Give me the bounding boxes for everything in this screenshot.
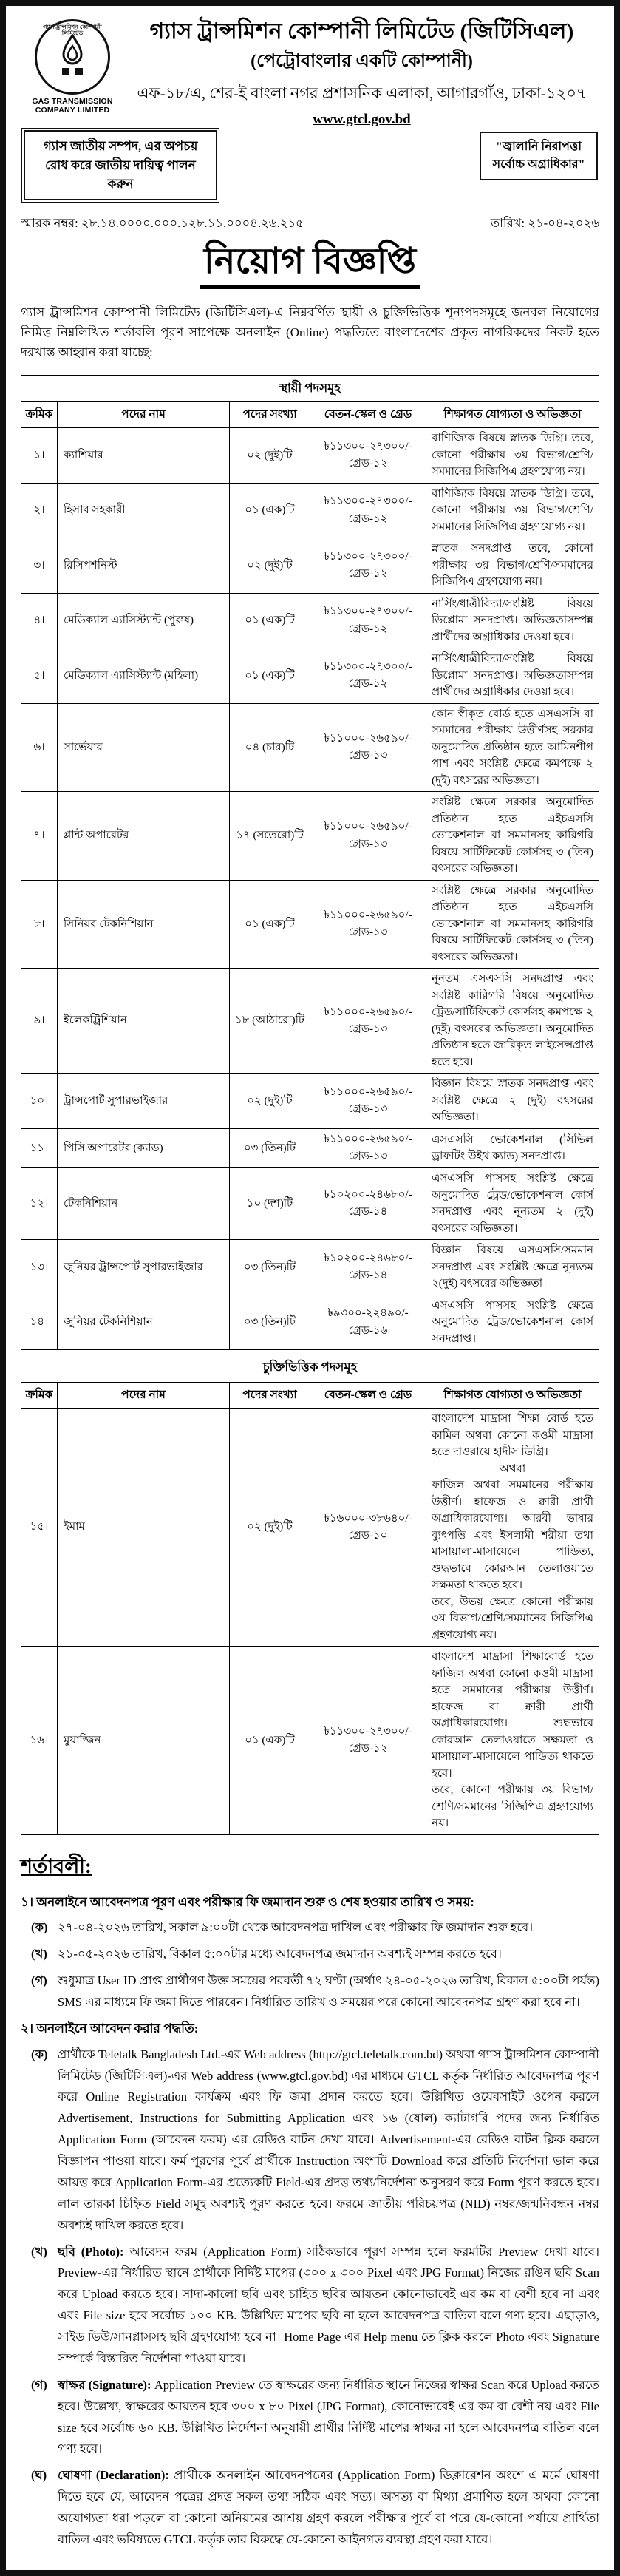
condition-1c bbox=[31, 1970, 599, 2013]
table-row bbox=[21, 428, 599, 484]
logo-caption: GAS TRANSMISSION COMPANY LIMITED bbox=[32, 97, 113, 115]
table-row bbox=[21, 648, 599, 704]
sub-label: (গ) bbox=[31, 2377, 47, 2392]
sub-body: প্রার্থীকে অনলাইন আবেদনপত্রের (Application Form) ডিক্লারেশন অংশে এ মর্মে ঘোষণা দিতে হবে যে, আবেদন পত্রের প্রদত্ত সকল তথ্য সঠিক এবং সত্য। অসত্য বা মিথ্যা প্রমাণিত হলে অথবা কোনো অযোগ্যতা ধরা পড়লে বা কোনো অনিয়মের আশ্রয় গ্রহণ করলে পরীক্ষার পূর্বে বা পরে যে-কোনো পর্যায়ে প্রার্থিতা বাতিল এবং ভবিষ্যতে GTCL কর্তৃক তার বিরুদ্ধে যে-কোনো আইনগত ব্যবস্থা গ্রহণ করা যাবে। bbox=[58, 2468, 599, 2546]
table-row bbox=[21, 1409, 599, 1647]
post-name-cell: সিনিয়র টেকনিশিয়ান bbox=[58, 880, 230, 969]
qualification-cell: বিজ্ঞান বিষয়ে স্নাতক সনদপ্রাপ্ত এবং সংশ্লিষ্ট ক্ষেত্রে ২ (দুই) বৎসরের অভিজ্ঞতা। bbox=[426, 1074, 599, 1129]
header bbox=[21, 18, 599, 129]
pay-scale-cell: ৳১১০০০-২৬৫৯০/- গ্রেড-১৩ bbox=[310, 969, 426, 1074]
intro-paragraph: গ্যাস ট্রান্সমিশন কোম্পানী লিমিটেড (জিটিসিএল)-এ নিম্নবর্ণিত স্থায়ী ও চুক্তিভিত্তিক শূন্যপদসমূহে জনবল নিয়োগের নিমিত্ত নিম্নলিখিত শর্তাবলি পূরণ সাপেক্ষে অনলাইন (Online) পদ্ধতিতে বাংলাদেশের প্রকৃত নাগরিকদের নিকট হতে দরখাস্ত আহ্বান করা যাচ্ছে: bbox=[21, 305, 599, 360]
sub-lead: ছবি (Photo): bbox=[58, 2244, 124, 2259]
pay-scale-cell: ৳১১৩০০-২৭৩০০/- গ্রেড-১২ bbox=[310, 1647, 426, 1835]
col-post-name: পদের নাম bbox=[58, 1383, 230, 1409]
post-count-cell: ১৮ (আঠারো)টি bbox=[230, 969, 310, 1074]
post-count-cell: ০২ (দুই)টি bbox=[230, 1074, 310, 1129]
serial-cell: ৮। bbox=[21, 880, 58, 969]
qualification-cell: বিজ্ঞান বিষয়ে এসএসসি/সমমান সনদপ্রাপ্ত এবং সংশ্লিষ্ট ক্ষেত্রে নূন্যতম ২(দুই) বৎসরের অভিজ্ঞতা। bbox=[426, 1240, 599, 1295]
sub-label: (খ) bbox=[31, 2244, 47, 2259]
sub-text bbox=[58, 2242, 599, 2370]
post-name-cell: ইলেকট্রিশিয়ান bbox=[58, 969, 230, 1074]
sub-label: (ক) bbox=[31, 1919, 48, 1934]
post-count-cell: ০১ (এক)টি bbox=[230, 880, 310, 969]
table-row bbox=[21, 1128, 599, 1168]
slogan-left: গ্যাস জাতীয় সম্পদ, এর অপচয় রোধ করে জাতীয় দায়িত্ব পালন করুন bbox=[24, 130, 217, 200]
qualification-cell: কোন স্বীকৃত বোর্ড হতে এসএসসি বা সমমানের পরীক্ষায় উত্তীর্ণসহ সরকার অনুমোদিত প্রতিষ্ঠান হতে আমিনশীপ পাশ এবং সংশ্লিষ্ট ক্ষেত্রে কমপক্ষে ২ (দুই) বৎসরের অভিজ্ঞতা। bbox=[426, 703, 599, 792]
pay-scale-cell: ৳১০২০০-২৪৬৮০/- গ্রেড-১৪ bbox=[310, 1168, 426, 1240]
pay-scale-cell: ৳১১৩০০-২৭৩০০/- গ্রেড-১২ bbox=[310, 648, 426, 704]
qualification-cell: স্নাতক সনদপ্রাপ্ত। তবে, কোনো পরীক্ষায় ৩য় বিভাগ/শ্রেণি/সমমানের সিজিপিএ গ্রহণযোগ্য নয়। bbox=[426, 538, 599, 594]
table-row bbox=[21, 538, 599, 594]
post-name-cell: জুনিয়র টেকনিশিয়ান bbox=[58, 1295, 230, 1350]
post-count-cell: ০১ (এক)টি bbox=[230, 483, 310, 538]
company-subtitle: (পেট্রোবাংলার একটি কোম্পানী) bbox=[251, 51, 473, 71]
col-qualification: শিক্ষাগত যোগ্যতা ও অভিজ্ঞতা bbox=[426, 1383, 599, 1409]
company-name: গ্যাস ট্রান্সমিশন কোম্পানী লিমিটেড (জিটিসিএল) bbox=[149, 19, 574, 44]
col-pay-scale: বেতন-স্কেল ও গ্রেড bbox=[310, 402, 426, 428]
post-name-cell: রিসিপশনিস্ট bbox=[58, 538, 230, 594]
memo-number: স্মারক নম্বর: ২৮.১৪.০০০০.০০০.১২৮.১১.০০০৪.২৬.২১৫ bbox=[21, 215, 304, 230]
table-row bbox=[21, 703, 599, 792]
qualification-cell: এসএসসি পাসসহ সংশ্লিষ্ট ক্ষেত্রে অনুমোদিত ট্রেড/ভোকেশনাল কোর্স সনদপ্রাপ্ত। bbox=[426, 1295, 599, 1350]
sub-lead: ঘোষণা (Declaration): bbox=[58, 2468, 169, 2483]
condition-2-title: ২। অনলাইনে আবেদন করার পদ্ধতি: bbox=[21, 2021, 199, 2036]
post-name-cell: প্লান্ট অপারেটর bbox=[58, 792, 230, 881]
pay-scale-cell: ৳১১৩০০-২৭৩০০/- গ্রেড-১২ bbox=[310, 483, 426, 538]
qualification-cell: বাংলাদেশ মাদ্রাসা শিক্ষা বোর্ড হতে কামিল অথবা কোনো কওমী মাদ্রাসা হতে দাওরায়ে হাদীস ডিগ্রি। অথবা ফাজিল অথবা সমমানের পরীক্ষায় উত্তীর্ণ। হাফেজ ও ক্বারী প্রার্থী অগ্রাধিকারযোগ্য। আরবী ভাষার ব্যুৎপত্তি এবং ইসলামী শরীয়া তথা মাসায়ালা-মাসায়েলে পান্ডিত্য, শুদ্ধভাবে কোরআন তেলাওয়াতে সক্ষমতা থাকতে হবে। তবে, উভয় ক্ষেত্রে কোনো পরীক্ষায় ৩য় বিভাগ/শ্রেণি/সমমানের সিজিপিএ গ্রহণযোগ্য নয়। bbox=[426, 1409, 599, 1647]
conditions-heading: শর্তাবলী: bbox=[21, 1854, 92, 1877]
website-link[interactable]: www.gtcl.gov.bd bbox=[313, 111, 411, 127]
qualification-cell: সংশ্লিষ্ট ক্ষেত্রে সরকার অনুমোদিত প্রতিষ্ঠান হতে এইচএসসি ভোকেশনাল বা সমমানসহ কারিগরি বিষয়ে সার্টিফিকেট কোর্সসহ ৩ (তিন) বৎসরের অভিজ্ঞতা। bbox=[426, 792, 599, 881]
sub-label: (গ) bbox=[31, 1973, 47, 1987]
notice-date: তারিখ: ২১-০৪-২০২৬ bbox=[490, 215, 599, 230]
pay-scale-cell: ৳১১০০০-২৬৫৯০/- গ্রেড-১৩ bbox=[310, 1074, 426, 1129]
serial-cell: ১। bbox=[21, 428, 58, 484]
qualification-cell: নূনতম এসএসসি সনদপ্রাপ্ত এবং সংশ্লিষ্ট কারিগরি বিষয়ে অনুমোদিত ট্রেড/সার্টিফিকেট কোর্সসহ কমপক্ষে ২ (দুই) বৎসরের অভিজ্ঞতা। অনুমোদিত প্রতিষ্ঠান হতে জারিকৃত লাইসেন্সপ্রাপ্ত হতে হবে। bbox=[426, 969, 599, 1074]
col-post-name: পদের নাম bbox=[58, 402, 230, 428]
col-serial: ক্রমিক bbox=[21, 402, 58, 428]
serial-cell: ১৩। bbox=[21, 1240, 58, 1295]
serial-cell: ৪। bbox=[21, 593, 58, 648]
sub-label: (ক) bbox=[31, 2047, 48, 2061]
pay-scale-cell: ৳১১৩০০-২৭৩০০/- গ্রেড-১২ bbox=[310, 593, 426, 648]
sub-text: শুধুমাত্র User ID প্রাপ্ত প্রার্থীগণ উক্ত সময়ের পরবর্তী ৭২ ঘণ্টা (অর্থাৎ ২৪-০৫-২০২৬ তারিখ, বিকাল ৫:০০টা পর্যন্ত) SMS এর মাধ্যমে ফি জমা দিতে পারবেন। নির্ধারিত তারিখ ও সময়ের পরে কোনো আবেদনপত্র গ্রহণ করা হবে না। bbox=[58, 1973, 599, 2009]
pay-scale-cell: ৳১০২০০-২৪৬৮০/- গ্রেড-১৪ bbox=[310, 1240, 426, 1295]
post-count-cell: ১০ (দশ)টি bbox=[230, 1168, 310, 1240]
table-row bbox=[21, 1647, 599, 1835]
condition-2a bbox=[31, 2044, 599, 2237]
post-count-cell: ০৪ (চার)টি bbox=[230, 703, 310, 792]
permanent-posts-table bbox=[21, 375, 599, 1350]
table-header-row bbox=[21, 1383, 599, 1409]
qualification-cell: বাণিজ্যিক বিষয়ে স্নাতক ডিগ্রি। তবে, কোনো পরীক্ষায় ৩য় বিভাগ/শ্রেণি/সমমানের সিজিপিএ গ্রহণযোগ্য নয়। bbox=[426, 483, 599, 538]
post-name-cell: ট্রান্সপোর্ট সুপারভাইজার bbox=[58, 1074, 230, 1129]
sub-label: (খ) bbox=[31, 1946, 47, 1961]
condition-2c bbox=[31, 2375, 599, 2461]
pay-scale-cell: ৳১১০০০-২৬৫৯০/- গ্রেড-১৩ bbox=[310, 880, 426, 969]
sub-text bbox=[58, 2465, 599, 2551]
table-row bbox=[21, 1168, 599, 1240]
serial-cell: ১৫। bbox=[21, 1409, 58, 1647]
permanent-table-caption: স্থায়ী পদসমূহ bbox=[21, 375, 599, 401]
condition-2b bbox=[31, 2242, 599, 2370]
condition-item-2 bbox=[21, 2019, 599, 2550]
post-name-cell: মুয়াজ্জিন bbox=[58, 1647, 230, 1835]
table-row bbox=[21, 1295, 599, 1350]
pay-scale-cell: ৳৯৩০০-২২৪৯০/- গ্রেড-১৬ bbox=[310, 1295, 426, 1350]
post-count-cell: ০২ (দুই)টি bbox=[230, 538, 310, 594]
contract-table-caption: চুক্তিভিত্তিক পদসমূহ bbox=[262, 1360, 358, 1375]
condition-1b bbox=[31, 1944, 599, 1965]
sub-body: প্রার্থীকে Teletalk Bangladesh Ltd.-এর Web address (http://gtcl.teletalk.com.bd) অথবা গ্যাস ট্রান্সমিশন কোম্পানী লিমিটেড (জিটিসিএল)-এর Web address (www.gtcl.gov.bd) এর মাধ্যমে GTCL কর্তৃক নির্ধারিত আবেদনপত্র পূরণ করে Online Registration কার্যক্রম এবং ফি জমা প্রদান করতে হবে। উল্লিখিত ওয়েবসাইট ওপেন করলে Advertisement, Instructions for Submitting Application এবং ১৬ (ষোল) ক্যাটাগরি পদের জন্য নির্ধারিত Application Form (আবেদন ফরম) এর রেডিও বাটন দেখা যাবে। Advertisement-এর রেডিও বাটন ক্লিক করলে বিজ্ঞাপন পাওয়া যাবে। ফর্ম পূরণের পূর্বে প্রার্থীকে Instruction অংশটি Download করে প্রতিটি নির্দেশনা ভাল করে আয়ত্ত করে Application Form-এর প্রত্যেকটি Field-এর প্রদত্ত তথ্য/নির্দেশনা অনুসরণ করে Form পূরণ করতে হবে। লাল তারকা চিহ্নিত Field সমূহ অবশ্যই পূরণ করতে হবে। ফরমে জাতীয় পরিচয়পত্র (NID) নম্বর/জন্মনিবন্ধন নম্বর অবশ্যই দাখিল করতে হবে। bbox=[58, 2047, 599, 2232]
condition-2d bbox=[31, 2465, 599, 2551]
table-row bbox=[21, 1240, 599, 1295]
sub-text bbox=[58, 2375, 599, 2461]
post-name-cell: টেকনিশিয়ান bbox=[58, 1168, 230, 1240]
condition-item-1 bbox=[21, 1892, 599, 2013]
post-count-cell: ১৭ (সতেরো)টি bbox=[230, 792, 310, 881]
serial-cell: ১১। bbox=[21, 1128, 58, 1168]
logo-ring-text: গ্যাস ট্রান্সমিশন কোম্পানী লিমিটেড bbox=[43, 24, 102, 37]
serial-cell: ৫। bbox=[21, 648, 58, 704]
slogan-right: "জ্বালানি নিরাপত্তা সর্বোচ্চ অগ্রাধিকার" bbox=[480, 132, 598, 180]
table-row bbox=[21, 1074, 599, 1129]
serial-cell: ৯। bbox=[21, 969, 58, 1074]
qualification-cell: বাংলাদেশ মাদ্রাসা শিক্ষাবোর্ড হতে ফাজিল অথবা কোনো কওমী মাদ্রাসা হতে সমমানের পরীক্ষায় উত্তীর্ণ। হাফেজ বা ক্বারী প্রার্থী অগ্রাধিকারযোগ্য। শুদ্ধভাবে কোরআন তেলাওয়াতে সক্ষমতা ও মাসায়ালা-মাসায়েলে পান্ডিত্য থাকতে হবে। তবে, কোনো পরীক্ষায় ৩য় বিভাগ/শ্রেণি/সমমানের সিজিপিএ গ্রহণযোগ্য নয়। bbox=[426, 1647, 599, 1835]
pay-scale-cell: ৳১১০০০-২৬৫৯০/- গ্রেড-১৩ bbox=[310, 703, 426, 792]
qualification-cell: এসএসসি ভোকেশনাল (সিভিল ড্রাফটিং উইথ ক্যাড) সনদপ্রাপ্ত। bbox=[426, 1128, 599, 1168]
qualification-cell: নার্সিং/ধাত্রীবিদ্যা/সংশ্লিষ্ট বিষয়ে ডিপ্লোমা সনদপ্রাপ্ত। অভিজ্ঞতাসম্পন্ন প্রার্থীদের অগ্রাধিকার দেওয়া হবে। bbox=[426, 648, 599, 704]
contract-posts-table bbox=[21, 1382, 599, 1835]
sub-body: Application Preview তে স্বাক্ষরের জন্য নির্ধারিত স্থানে নিজের স্বাক্ষর Scan করে Upload করতে হবে। উল্লেখ্য, স্বাক্ষরের আয়তন হবে ৩০০ x ৮০ Pixel (JPG Format), কোনোভাবেই এর কম বা বেশী নয় এবং File size হবে সর্বোচ্চ ৬০ KB. উল্লিখিত নির্দেশনা অনুযায়ী প্রার্থীর নির্দিষ্ট মাপের স্বাক্ষর না হলে আবেদনপত্র বাতিল বলে গণ্য হবে। bbox=[58, 2377, 599, 2456]
table-row bbox=[21, 792, 599, 881]
pay-scale-cell: ৳১৬০০০-৩৮৬৪০/- গ্রেড-১০ bbox=[310, 1409, 426, 1647]
serial-cell: ৩। bbox=[21, 538, 58, 594]
logo-circle bbox=[35, 19, 110, 95]
table-row bbox=[21, 483, 599, 538]
table-header-row bbox=[21, 402, 599, 428]
serial-cell: ৬। bbox=[21, 703, 58, 792]
sub-text: ২৭-০৪-২০২৬ তারিখ, সকাল ৯:০০টা থেকে আবেদনপত্র দাখিল এবং পরীক্ষার ফি জমাদান শুরু হবে। bbox=[58, 1919, 534, 1934]
col-post-count: পদের সংখ্যা bbox=[230, 1383, 310, 1409]
gtcl-logo bbox=[25, 19, 120, 115]
sub-body: আবেদন ফরম (Application Form) সঠিকভাবে পূরণ সম্পন্ন হলে ফরমটির Preview দেখা যাবে। Preview-এর নির্ধারিত স্থানে প্রার্থীকে নির্দিষ্ট মাপের (৩০০ x ৩০০ Pixel এবং JPG Format) নিজের রঙিন ছবি Scan করে Upload করতে হবে। সাদা-কালো ছবি এবং চাহিত ছবির আয়তন কোনোভাবেই এর কম বা বেশী হবে না এবং এবং File size হবে সর্বোচ্চ ১০০ KB. উল্লিখিত মাপের ছবি না হলে আবেদনপত্র বাতিল বলে গণ্য হবে। এছাড়াও, সাইড ভিউ/সানগ্লাসসহ ছবি গ্রহণযোগ্য হবে না। Home Page এর Help menu তে ক্লিক করলে Photo এবং Signature সম্পর্কে বিস্তারিত নির্দেশনা পাওয়া যাবে। bbox=[58, 2244, 599, 2365]
table-row bbox=[21, 969, 599, 1074]
flame-icon bbox=[56, 34, 89, 81]
post-count-cell: ০২ (দুই)টি bbox=[230, 1409, 310, 1647]
post-count-cell: ০১ (এক)টি bbox=[230, 593, 310, 648]
sub-text: ২১-০৫-২০২৬ তারিখ, বিকাল ৫:০০টার মধ্যে আবেদনপত্র জমাদান অবশ্যই সম্পন্ন করতে হবে। bbox=[58, 1946, 502, 1961]
qualification-cell: এসএসসি পাসসহ সংশ্লিষ্ট ক্ষেত্রে অনুমোদিত ট্রেড/ভোকেশনাল কোর্স সনদপ্রাপ্ত এবং নূন্যতম ২ (দুই) বৎসরের অভিজ্ঞতা। bbox=[426, 1168, 599, 1240]
post-name-cell: ইমাম bbox=[58, 1409, 230, 1647]
sub-label: (ঘ) bbox=[31, 2468, 47, 2483]
col-serial: ক্রমিক bbox=[21, 1383, 58, 1409]
serial-cell: ২। bbox=[21, 483, 58, 538]
page-title: নিয়োগ বিজ্ঞপ্তি bbox=[200, 241, 420, 289]
serial-cell: ১২। bbox=[21, 1168, 58, 1240]
post-name-cell: জুনিয়র ট্রান্সপোর্ট সুপারভাইজার bbox=[58, 1240, 230, 1295]
qualification-cell: বাণিজ্যিক বিষয়ে স্নাতক ডিগ্রি। তবে, কোনো পরীক্ষায় ৩য় বিভাগ/শ্রেণি/সমমানের সিজিপিএ গ্রহণযোগ্য নয়। bbox=[426, 428, 599, 484]
serial-cell: ৭। bbox=[21, 792, 58, 881]
post-count-cell: ০৩ (তিন)টি bbox=[230, 1128, 310, 1168]
qualification-cell: সংশ্লিষ্ট ক্ষেত্রে সরকার অনুমোদিত প্রতিষ্ঠান হতে এইচএসসি ভোকেশনাল বা সমমানসহ কারিগরি বিষয়ে সার্টিফিকেট কোর্সসহ ৩ (তিন) বৎসরের অভিজ্ঞতা। bbox=[426, 880, 599, 969]
pay-scale-cell: ৳১১৩০০-২৭৩০০/- গ্রেড-১২ bbox=[310, 428, 426, 484]
pay-scale-cell: ৳১১০০০-২৬৫৯০/- গ্রেড-১৩ bbox=[310, 1128, 426, 1168]
post-name-cell: সার্ভেয়ার bbox=[58, 703, 230, 792]
qualification-cell: নার্সিং/ধাত্রীবিদ্যা/সংশ্লিষ্ট বিষয়ে ডিপ্লোমা সনদপ্রাপ্ত। অভিজ্ঞতাসম্পন্ন প্রার্থীদের অগ্রাধিকার দেওয়া হবে। bbox=[426, 593, 599, 648]
post-count-cell: ০১ (এক)টি bbox=[230, 648, 310, 704]
serial-cell: ১৬। bbox=[21, 1647, 58, 1835]
col-qualification: শিক্ষাগত যোগ্যতা ও অভিজ্ঞতা bbox=[426, 402, 599, 428]
post-count-cell: ০৩ (তিন)টি bbox=[230, 1295, 310, 1350]
post-name-cell: মেডিক্যাল এ্যাসিস্ট্যান্ট (মহিলা) bbox=[58, 648, 230, 704]
sub-text bbox=[58, 2044, 599, 2237]
pay-scale-cell: ৳১১০০০-২৬৫৯০/- গ্রেড-১৩ bbox=[310, 792, 426, 881]
post-name-cell: মেডিক্যাল এ্যাসিস্ট্যান্ট (পুরুষ) bbox=[58, 593, 230, 648]
condition-1-title: ১। অনলাইনে আবেদনপত্র পূরণ এবং পরীক্ষার ফি জমাদান শুরু ও শেষ হওয়ার তারিখ ও সময়: bbox=[21, 1894, 474, 1909]
serial-cell: ১৪। bbox=[21, 1295, 58, 1350]
company-address: এফ-১৮/এ, শের-ই বাংলা নগর প্রশাসনিক এলাকা, আগারগাঁও, ঢাকা-১২০৭ bbox=[137, 84, 587, 102]
col-pay-scale: বেতন-স্কেল ও গ্রেড bbox=[310, 1383, 426, 1409]
table-row bbox=[21, 880, 599, 969]
post-count-cell: ০২ (দুই)টি bbox=[230, 428, 310, 484]
condition-1a bbox=[31, 1917, 599, 1939]
sub-lead: স্বাক্ষর (Signature): bbox=[58, 2377, 151, 2392]
table-row bbox=[21, 593, 599, 648]
post-name-cell: হিসাব সহকারী bbox=[58, 483, 230, 538]
post-count-cell: ০৩ (তিন)টি bbox=[230, 1240, 310, 1295]
serial-cell: ১০। bbox=[21, 1074, 58, 1129]
post-count-cell: ০১ (এক)টি bbox=[230, 1647, 310, 1835]
post-name-cell: ক্যাশিয়ার bbox=[58, 428, 230, 484]
col-post-count: পদের সংখ্যা bbox=[230, 402, 310, 428]
post-name-cell: পিসি অপারেটর (ক্যাড) bbox=[58, 1128, 230, 1168]
pay-scale-cell: ৳১১৩০০-২৭৩০০/- গ্রেড-১২ bbox=[310, 538, 426, 594]
